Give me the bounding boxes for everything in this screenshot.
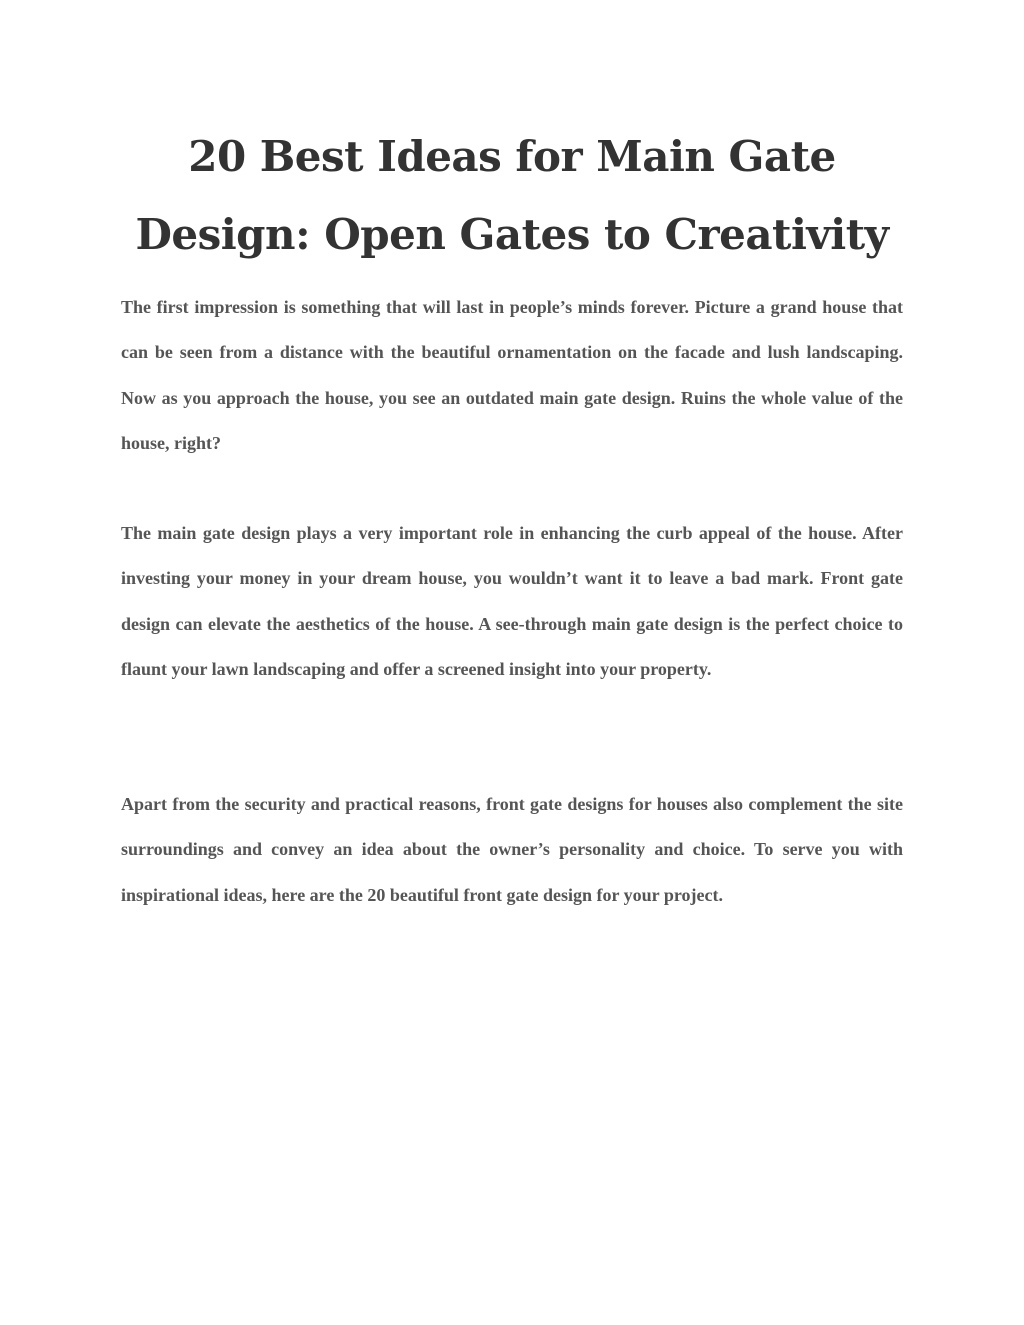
gate-role-paragraph: The main gate design plays a very important role in enhancing the curb appeal of the house. After investing your money in your dream house, you wouldn’t want it to leave a bad mark. Front gate design can elevate the aesthetics of the house. A see-through main gate design is the perfect choice to flaunt your lawn landscaping and offer a screened insight into your property.: [121, 523, 903, 679]
intro-paragraph: The first impression is something that will last in people’s minds forever. Picture a grand house that can be seen from a distance with the beautiful ornamentation on the facade and lush landscaping. Now as you approach the house, you see an outdated main gate design. Ruins the whole value of the house, right?: [121, 297, 903, 453]
ideas-intro-paragraph: Apart from the security and practical reasons, front gate designs for houses also complement the site surroundings and convey an idea about the owner’s personality and choice. To serve you with inspirational ideas, here are the 20 beautiful front gate design for your project.: [121, 794, 903, 905]
page-title: 20 Best Ideas for Main Gate Design: Open Gates to Creativity: [135, 132, 889, 259]
